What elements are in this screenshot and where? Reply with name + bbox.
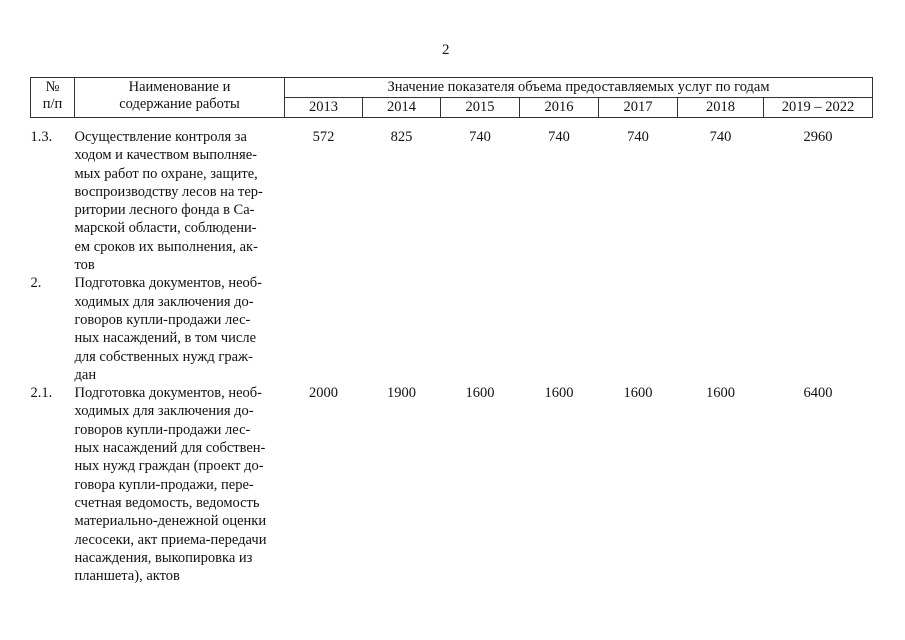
description-line: ем сроков их выполнения, ак-	[74, 238, 258, 255]
value-2019-2022	[764, 274, 873, 384]
description-line: дан	[74, 366, 97, 383]
description-line: ных насаждений для собствен-	[74, 440, 266, 457]
value-2016: 1600	[544, 385, 574, 402]
row-number: 1.3.	[30, 129, 53, 145]
header-number-column	[31, 78, 75, 118]
table-row	[31, 128, 873, 274]
description-line: счетная ведомость, ведомость	[74, 494, 260, 511]
header-values-group: Значение показателя объема предоставляемых услуг по годам	[285, 78, 873, 98]
description-line: ных насаждений, в том числе	[74, 330, 257, 347]
value-2019-2022: 6400	[803, 385, 833, 402]
value-2015	[441, 274, 520, 384]
description-line: говора купли-продажи, пере-	[74, 476, 254, 493]
description-line: Подготовка документов, необ-	[74, 385, 262, 402]
value-2017: 740	[627, 129, 649, 145]
table-body	[31, 118, 873, 586]
header-year: 2016	[520, 98, 599, 118]
value-2014: 1900	[387, 385, 416, 402]
description-line: ритории лесного фонда в Са-	[74, 202, 255, 219]
services-volume-table	[30, 77, 873, 585]
value-2017: 1600	[623, 385, 653, 402]
description-line: марской области, соблюдени-	[74, 220, 257, 237]
description-line: ных нужд граждан (проект до-	[74, 458, 264, 475]
description-line: насаждения, выкопировка из	[74, 549, 253, 566]
header-year: 2019 – 2022	[764, 98, 873, 118]
value-2013: 572	[312, 129, 335, 145]
description-line: говоров купли-продажи лес-	[74, 311, 251, 328]
value-2018: 740	[709, 129, 732, 145]
description-line: ходимых для заключения до-	[74, 293, 254, 310]
value-2016: 740	[548, 129, 570, 145]
value-2013	[285, 274, 363, 384]
row-number: 2.1.	[30, 385, 53, 402]
table-header	[31, 78, 873, 118]
value-2013: 2000	[309, 385, 338, 402]
header-year: 2017	[599, 98, 678, 118]
value-2018	[678, 274, 764, 384]
description-line: воспроизводству лесов на тер-	[74, 183, 263, 200]
value-2018: 1600	[706, 385, 735, 402]
header-year: 2018	[678, 98, 764, 118]
row-description	[75, 384, 285, 585]
header-year: 2015	[441, 98, 520, 118]
description-line: ходимых для заключения до-	[74, 403, 254, 420]
page-number: 2	[442, 42, 450, 58]
header-name-line: Наименование и	[128, 79, 231, 95]
header-number-line: №	[45, 79, 60, 95]
header-year: 2013	[285, 98, 363, 118]
header-year: 2014	[363, 98, 441, 118]
value-2019-2022: 2960	[803, 129, 833, 145]
header-name-line: содержание работы	[119, 96, 240, 112]
row-description	[75, 128, 285, 274]
description-line: ходом и качеством выполняе-	[74, 147, 257, 164]
value-2014	[363, 274, 441, 384]
value-2015: 740	[469, 129, 491, 145]
description-line: Осуществление контроля за	[74, 129, 247, 145]
description-line: для собственных нужд граж-	[74, 348, 253, 365]
spacer	[31, 118, 873, 129]
description-line: тов	[74, 257, 95, 274]
value-2016	[520, 274, 599, 384]
description-line: Подготовка документов, необ-	[74, 275, 262, 292]
description-line: планшета), актов	[74, 568, 180, 585]
description-line: материально-денежной оценки	[74, 513, 267, 530]
table-row	[31, 384, 873, 585]
table-row	[31, 274, 873, 384]
row-number: 2.	[30, 275, 42, 292]
value-2017	[599, 274, 678, 384]
header-name-column	[75, 78, 285, 118]
description-line: говоров купли-продажи лес-	[74, 421, 251, 438]
description-line: лесосеки, акт приема-передачи	[74, 531, 267, 548]
value-2014: 825	[390, 129, 413, 145]
row-description	[75, 274, 285, 384]
value-2015: 1600	[465, 385, 495, 402]
description-line: мых работ по охране, защите,	[74, 165, 258, 182]
header-number-line: п/п	[42, 96, 63, 112]
